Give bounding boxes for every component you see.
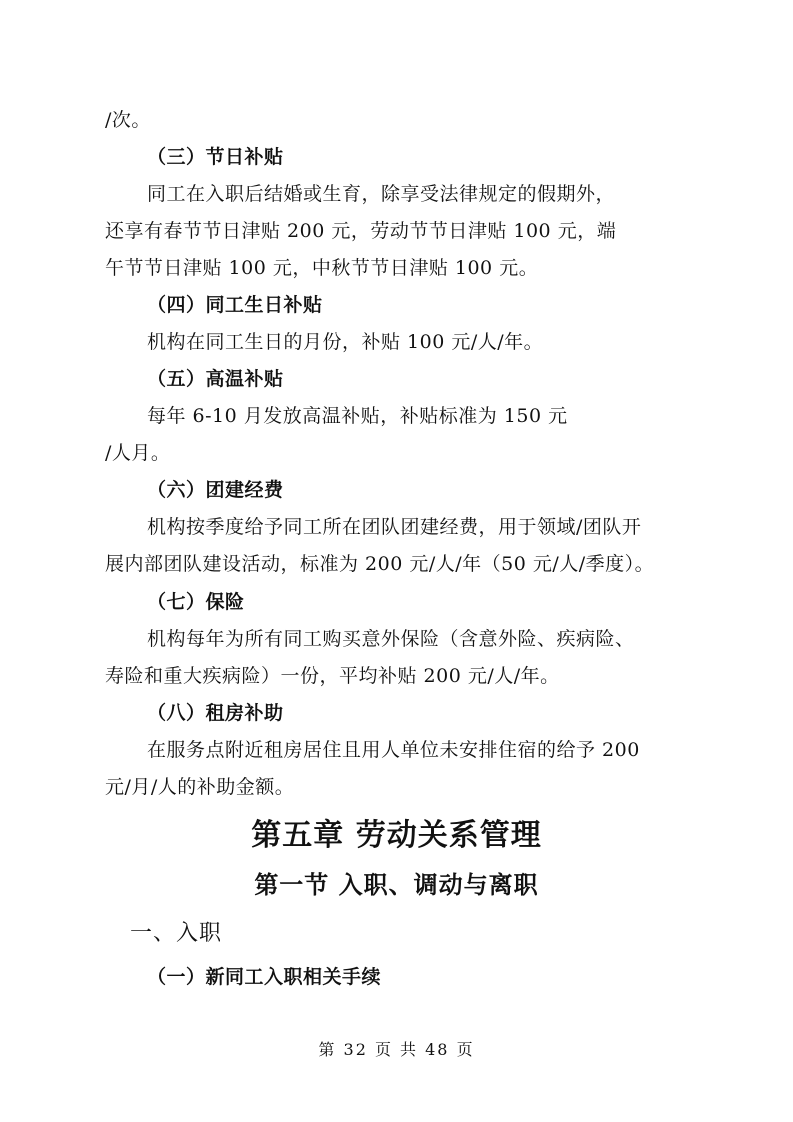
subheading-insurance: （七）保险 <box>147 591 245 613</box>
text-line: 还享有春节节日津贴 200 元，劳动节节日津贴 100 元，端 <box>105 220 617 242</box>
text-line: 午节节日津贴 100 元，中秋节节日津贴 100 元。 <box>105 257 539 279</box>
section-title: 第一节 入职、调动与离职 <box>254 870 539 899</box>
text-line: 展内部团队建设活动，标准为 200 元/人/年（50 元/人/季度）。 <box>105 553 655 575</box>
heading-level-1: 一、入职 <box>130 921 223 946</box>
subheading-holiday-allowance: （三）节日补贴 <box>147 146 284 168</box>
text-line: 在服务点附近租房居住且用人单位未安排住宿的给予 200 <box>147 739 640 761</box>
text-line: 机构每年为所有同工购买意外保险（含意外险、疾病险、 <box>147 628 635 650</box>
text-line: /次。 <box>105 109 151 131</box>
subheading-rent-subsidy: （八）租房补助 <box>147 702 284 724</box>
page-footer: 第 32 页 共 48 页 <box>318 1040 475 1059</box>
text-line: 机构按季度给予同工所在团队团建经费，用于领域/团队开 <box>147 516 642 538</box>
text-line: 每年 6-10 月发放高温补贴，补贴标准为 150 元 <box>147 405 568 427</box>
text-line: 机构在同工生日的月份，补贴 100 元/人/年。 <box>147 331 544 353</box>
text-line: 同工在入职后结婚或生育，除享受法律规定的假期外， <box>147 183 616 205</box>
text-line: 元/月/人的补助金额。 <box>105 776 295 798</box>
subheading-team-building: （六）团建经费 <box>147 479 284 501</box>
subheading-heat-allowance: （五）高温补贴 <box>147 368 284 390</box>
heading-level-2: （一）新同工入职相关手续 <box>147 966 382 988</box>
text-line: 寿险和重大疾病险）一份，平均补贴 200 元/人/年。 <box>105 665 560 687</box>
chapter-title: 第五章 劳动关系管理 <box>251 818 542 853</box>
subheading-birthday-allowance: （四）同工生日补贴 <box>147 294 323 316</box>
text-line: /人月。 <box>105 442 171 464</box>
